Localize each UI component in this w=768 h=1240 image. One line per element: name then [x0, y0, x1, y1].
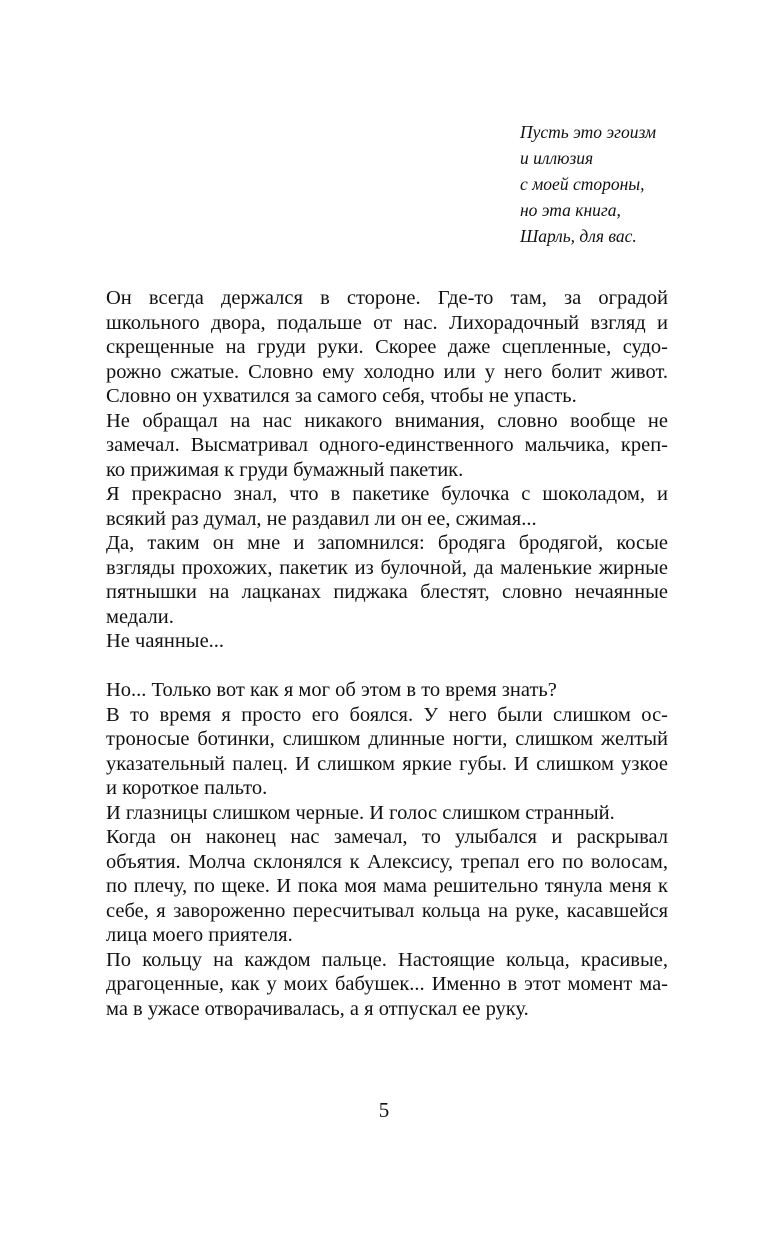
text-line: себе, я завороженно пересчитывал кольца на руке, касавшейся: [106, 899, 668, 922]
text-line: рожно сжатые. Словно ему холодно или у него болит живот.: [106, 360, 668, 383]
epigraph-line: Пусть это эгоизм: [520, 122, 657, 142]
paragraph: [76, 825, 668, 948]
page-number: 5: [378, 1098, 390, 1122]
paragraph: [76, 801, 668, 826]
text-line: ко прижимая к груди бумажный пакетик.: [106, 458, 464, 481]
text-line: по плечу, по щеке. И пока моя мама решительно тянула меня к: [106, 875, 668, 897]
text-line: замечал. Высматривал одного-единственного мальчика, креп-: [106, 434, 668, 456]
text-line: всякий раз думал, не раздавил ли он ее, сжимая...: [106, 507, 537, 530]
text-line: лица моего приятеля.: [106, 924, 293, 946]
paragraph: [76, 703, 668, 801]
text-line: Я прекрасно знал, что в пакетике булочка с шоколадом, и: [106, 483, 668, 505]
text-section-1: [76, 286, 668, 654]
paragraph: [76, 286, 668, 409]
epigraph-line: но эта книга,: [520, 200, 621, 220]
text-line: И глазницы слишком черные. И голос слишком странный.: [106, 801, 615, 824]
paragraph: [76, 678, 668, 703]
text-section-2: [76, 678, 668, 1021]
text-line: взгляды прохожих, пакетик из булочной, да маленькие жирные: [106, 556, 668, 579]
paragraph: [76, 948, 668, 1022]
text-line: Когда он наконец нас замечал, то улыбался и раскрывал: [106, 826, 668, 848]
paragraph: [76, 482, 668, 531]
text-line: и короткое пальто.: [106, 777, 268, 799]
text-line: Словно он ухватился за самого себя, чтобы не упасть.: [106, 385, 577, 407]
paragraph: [76, 409, 668, 483]
text-line: троносые ботинки, слишком длинные ногти, слишком желтый: [106, 728, 668, 750]
text-line: Не обращал на нас никакого внимания, словно вообще не: [106, 409, 668, 432]
text-line: скрещенные на груди руки. Скорее даже сцепленные, судо-: [106, 336, 668, 358]
text-line: драгоценные, как у моих бабушек... Именно в этот момент ма-: [106, 973, 668, 995]
text-line: пятнышки на лацканах пиджака блестят, словно нечаянные: [106, 581, 668, 603]
main-text: [76, 286, 668, 1021]
text-line: Но... Только вот как я мог об этом в то время знать?: [106, 679, 557, 701]
text-line: Да, таким он мне и запомнился: бродяга бродягой, косые: [106, 532, 668, 554]
text-line: указательный палец. И слишком яркие губы. И слишком узкое: [106, 752, 668, 775]
text-line: В то время я просто его боялся. У него были слишком ос-: [106, 703, 668, 726]
text-line: ма в ужасе отворачивалась, а я отпускал ее руку.: [106, 997, 529, 1020]
epigraph-line: и иллюзия: [520, 148, 594, 168]
epigraph: [520, 119, 750, 249]
epigraph-line: Шарль, для вас.: [520, 226, 637, 246]
text-line: медали.: [106, 605, 174, 628]
text-line: объятия. Молча склонялся к Алексису, трепал его по волосам,: [106, 850, 668, 873]
section-break: [76, 654, 668, 679]
paragraph: [76, 531, 668, 629]
paragraph: [76, 629, 668, 654]
text-line: По кольцу на каждом пальце. Настоящие кольца, красивые,: [106, 948, 668, 971]
text-line: Он всегда держался в стороне. Где-то там, за оградой: [106, 287, 668, 309]
epigraph-line: с моей стороны,: [520, 174, 645, 194]
text-line: школьного двора, подальше от нас. Лихорадочный взгляд и: [106, 311, 668, 334]
text-line: Не чаянные...: [106, 630, 225, 652]
